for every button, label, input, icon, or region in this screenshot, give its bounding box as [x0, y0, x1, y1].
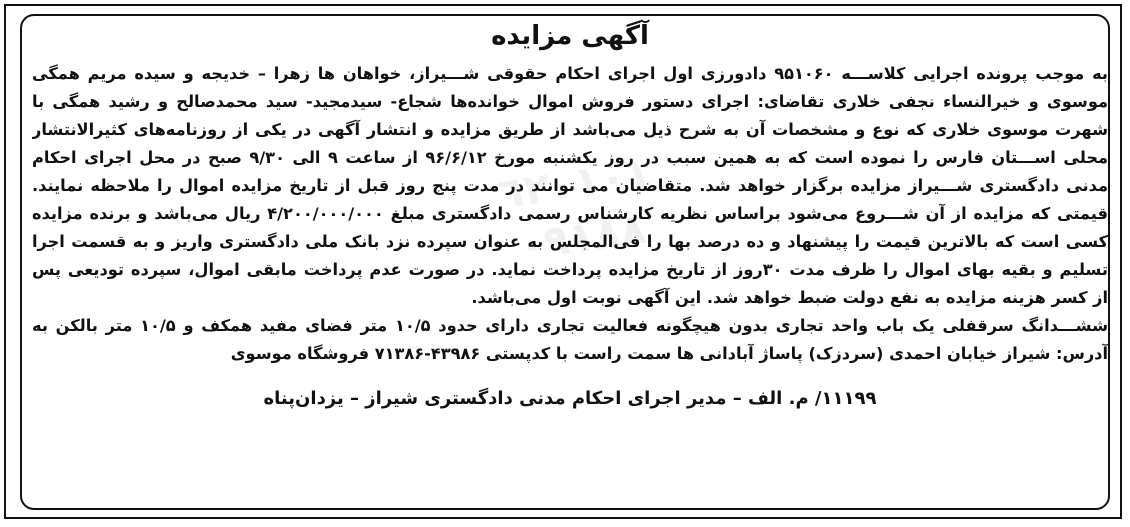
notice-line: کسی است که بالاترین قیمت را پیشنهاد و ده درصد بها را فی‌المجلس به عنوان سپرده نزد بانک ملی دادگستری واریز و به قسمت اجرا — [32, 232, 1108, 251]
notice-line: مدنی دادگستری شـــیراز مزایده برگزار خواهد شد. متقاضیان می توانند در مدت پنج روز قبل از تاریخ مزایده اموال را ملاحظه نمایند. — [32, 176, 1108, 195]
notice-line: شهرت موسوی خلاری که نوع و مشخصات آن به شرح ذیل می‌باشد از طریق مزایده و انتشار آگهی در یکی از روزنامه‌های کثیرالانتشار — [32, 120, 1108, 139]
notice-frame — [4, 4, 1122, 519]
watermark-stamp: ٦٢٠١٠١ ٠٩١٨٨ — [494, 148, 654, 270]
notice-line: ششـــدانگ سرقفلی یک باب واحد تجاری بدون هیچگونه فعالیت تجاری دارای حدود ۱۰/۵ متر فضای مفید همکف و ۱۰/۵ متر بالکن به — [32, 316, 1108, 335]
notice-line: موسوی و خیرالنساء نجفی خلاری تقاضای: اجرای دستور فروش اموال خوانده‌ها شجاع- سیدمجید- سید محمدصالح و رشید همگی با — [32, 92, 1108, 111]
notice-line: آدرس: شیراز خیابان احمدی (سردزک) پاساژ آبادانی ها سمت راست با کدپستی ۴۳۹۸۶-۷۱۳۸۶ فروشگاه موسوی — [230, 344, 1108, 363]
notice-title: آگهی مزایده — [491, 21, 649, 51]
notice-line: محلی اســـتان فارس را نموده است که به همین سبب در روز یکشنبه مورخ ۹۶/۶/۱۲ از ساعت ۹ الی ۹/۳۰ صبح در محل اجرای احکام — [32, 148, 1108, 167]
notice-line: قیمتی که مزایده از آن شـــروع می‌شود براساس نظریه کارشناس رسمی دادگستری مبلغ ۴/۲۰۰/۰۰۰/۰۰۰ ریال می‌باشد و برنده مزایده — [32, 204, 1108, 223]
notice-line: از کسر هزینه مزایده به نفع دولت ضبط خواهد شد. این آگهی نوبت اول می‌باشد. — [471, 288, 1108, 307]
notice-line: به موجب پرونده اجرایی کلاســـه ۹۵۱۰۶۰ دادورزی اول اجرای احکام حقوقی شـــیراز، خواهان ها زهرا – خدیجه و سیده مریم همگی — [32, 64, 1108, 83]
notice-footer: ۱۱۱۹۹/ م. الف – مدیر اجرای احکام مدنی دادگستری شیراز – یزدان‌پناه — [263, 388, 877, 409]
notice-content — [32, 14, 1108, 414]
notice-line: تسلیم و بقیه بهای اموال را ظرف مدت ۳۰روز از تاریخ مزایده پرداخت نماید. در صورت عدم پرداخت مابقی اموال، سپرده تودیعی پس — [32, 260, 1108, 279]
